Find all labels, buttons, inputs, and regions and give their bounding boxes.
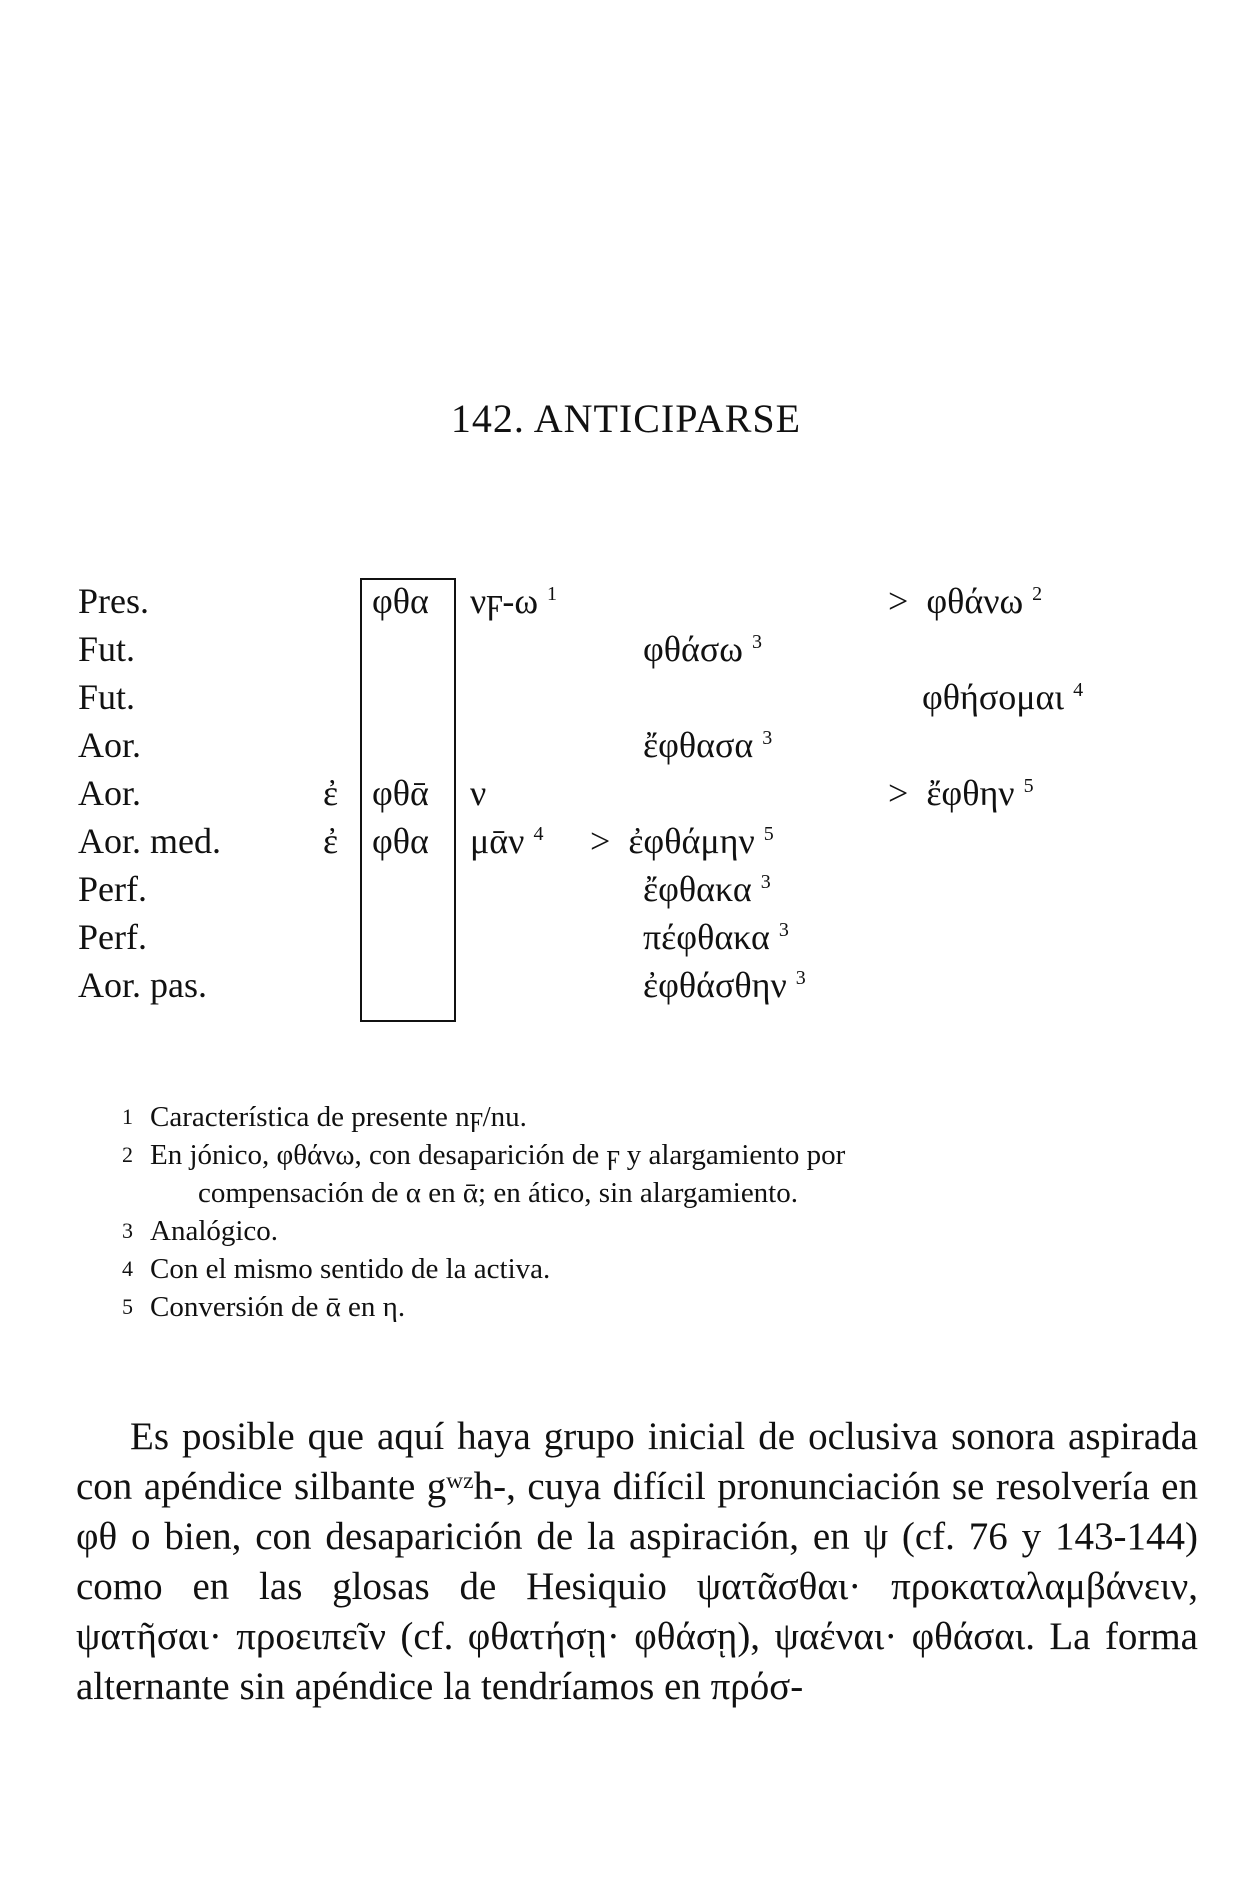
- footnote-number: 3: [122, 1218, 133, 1243]
- derived-form: [643, 916, 789, 958]
- root-form: [372, 580, 429, 622]
- footnote-2-continuation: [122, 1174, 1202, 1212]
- derived-form-text: ἐφθάμην: [628, 821, 755, 861]
- footnote-ref: 1: [547, 583, 558, 605]
- arrow-icon: >: [888, 773, 909, 813]
- footnote-text: En jónico, φθάνω, con desaparición de ϝ y alargamiento por: [150, 1139, 846, 1171]
- arrow-icon: >: [590, 821, 611, 861]
- attested-form: [888, 772, 1034, 814]
- footnote-text: compensación de α en ᾱ; en ático, sin alargamiento.: [198, 1177, 798, 1209]
- row-label: [78, 724, 141, 766]
- footnote-5: [122, 1288, 1202, 1326]
- footnote-ref: 3: [751, 631, 762, 653]
- suffix-form: [470, 820, 543, 862]
- row-label-text: Fut.: [78, 629, 136, 669]
- footnote-ref: 5: [763, 823, 774, 845]
- augment-prefix: [323, 820, 338, 862]
- suffix-form-text: νϝ-ω: [470, 581, 539, 621]
- augment-prefix: [323, 772, 338, 814]
- root-form-text: φθᾱ: [372, 773, 429, 813]
- derived-form-text: πέφθακα: [643, 917, 770, 957]
- row-label-text: Perf.: [78, 917, 147, 957]
- footnote-ref: 3: [778, 919, 789, 941]
- row-label-text: Perf.: [78, 869, 147, 909]
- row-label-text: Fut.: [78, 677, 136, 717]
- row-label-text: Aor. pas.: [78, 965, 207, 1005]
- footnote-text: Con el mismo sentido de la activa.: [150, 1253, 551, 1285]
- derived-form-text: ἐφθάσθην: [643, 965, 787, 1005]
- paradigm-row: [0, 628, 1252, 676]
- derived-form-text: φθάσω: [643, 629, 743, 669]
- suffix-form-text: μᾱν: [470, 821, 525, 861]
- root-form-text: φθα: [372, 821, 429, 861]
- footnote-number: 5: [122, 1294, 133, 1319]
- attested-form: [888, 580, 1042, 622]
- derived-form-text: ἔφθακα: [643, 869, 752, 909]
- footnote-ref: 4: [1073, 679, 1084, 701]
- paradigm-row: [0, 868, 1252, 916]
- footnote-text: Característica de presente nϝ/nu.: [150, 1101, 527, 1133]
- row-label-text: Aor.: [78, 725, 141, 765]
- root-form: [372, 820, 429, 862]
- row-label-text: Pres.: [78, 581, 149, 621]
- footnote-3: [122, 1212, 1202, 1250]
- paragraph-text: Es posible que aquí haya grupo inicial de oclusiva sonora aspirada con apéndice silbante gʷᶻh-, cuya difícil pronunciación se resolvería en φθ o bien, con desaparición de la aspiración, en ψ (cf. 76 y 143-144) como en las glosas de Hesiquio ψατᾶσθαι· προκαταλαμβάνειν, ψατῆσαι· προειπεῖν (cf. φθατήσῃ· φθάσῃ), ψαέναι· φθάσαι. La forma alternante sin apéndice la tendríamos en πρόσ-: [76, 1415, 1198, 1708]
- table-bottom-rule: [360, 1020, 456, 1022]
- derived-form: [643, 868, 771, 910]
- footnote-number: 1: [122, 1104, 133, 1129]
- paradigm-row: [0, 820, 1252, 868]
- footnote-ref: 5: [1023, 775, 1034, 797]
- suffix-form-text: ν: [470, 773, 487, 813]
- paradigm-row: [0, 772, 1252, 820]
- derived-form-text: ἔφθασα: [643, 725, 754, 765]
- derived-form: [643, 628, 762, 670]
- suffix-form: [470, 772, 486, 814]
- derived-form: [590, 820, 774, 862]
- paradigm-row: [0, 964, 1252, 1012]
- footnote-ref: 2: [1032, 583, 1043, 605]
- body-paragraph: [76, 1412, 1198, 1712]
- arrow-icon: >: [888, 581, 909, 621]
- paradigm-row: [0, 676, 1252, 724]
- row-label: [78, 916, 147, 958]
- row-label: [78, 820, 221, 862]
- attested-form-text: φθήσομαι: [922, 677, 1065, 717]
- footnote-text: Analógico.: [150, 1215, 279, 1247]
- attested-form: [922, 676, 1083, 718]
- attested-form-text: φθάνω: [926, 581, 1024, 621]
- footnote-ref: 3: [795, 967, 806, 989]
- root-form: [372, 772, 429, 814]
- paradigm-row: [0, 580, 1252, 628]
- attested-form-text: ἔφθην: [926, 773, 1015, 813]
- row-label: [78, 676, 135, 718]
- footnote-number: 4: [122, 1256, 133, 1281]
- footnote-text: Conversión de ᾱ en η.: [150, 1291, 406, 1323]
- root-form-text: φθα: [372, 581, 429, 621]
- row-label: [78, 772, 141, 814]
- augment-prefix-text: ἐ: [323, 773, 339, 813]
- augment-prefix-text: ἐ: [323, 821, 339, 861]
- paradigm-row: [0, 724, 1252, 772]
- derived-form: [643, 724, 772, 766]
- section-title: 142. ANTICIPARSE: [450, 396, 802, 441]
- footnote-number: 2: [122, 1142, 133, 1167]
- row-label: [78, 628, 135, 670]
- footnote-2: [122, 1136, 1202, 1174]
- derived-form: [643, 964, 806, 1006]
- row-label: [78, 580, 149, 622]
- footnotes: [122, 1098, 1202, 1326]
- row-label: [78, 868, 147, 910]
- suffix-form: [470, 580, 557, 622]
- footnote-ref: 3: [760, 871, 771, 893]
- row-label-text: Aor.: [78, 773, 141, 813]
- footnote-4: [122, 1250, 1202, 1288]
- row-label: [78, 964, 207, 1006]
- row-label-text: Aor. med.: [78, 821, 221, 861]
- footnote-ref: 3: [762, 727, 773, 749]
- footnote-ref: 4: [533, 823, 544, 845]
- paradigm-row: [0, 916, 1252, 964]
- footnote-1: [122, 1098, 1202, 1136]
